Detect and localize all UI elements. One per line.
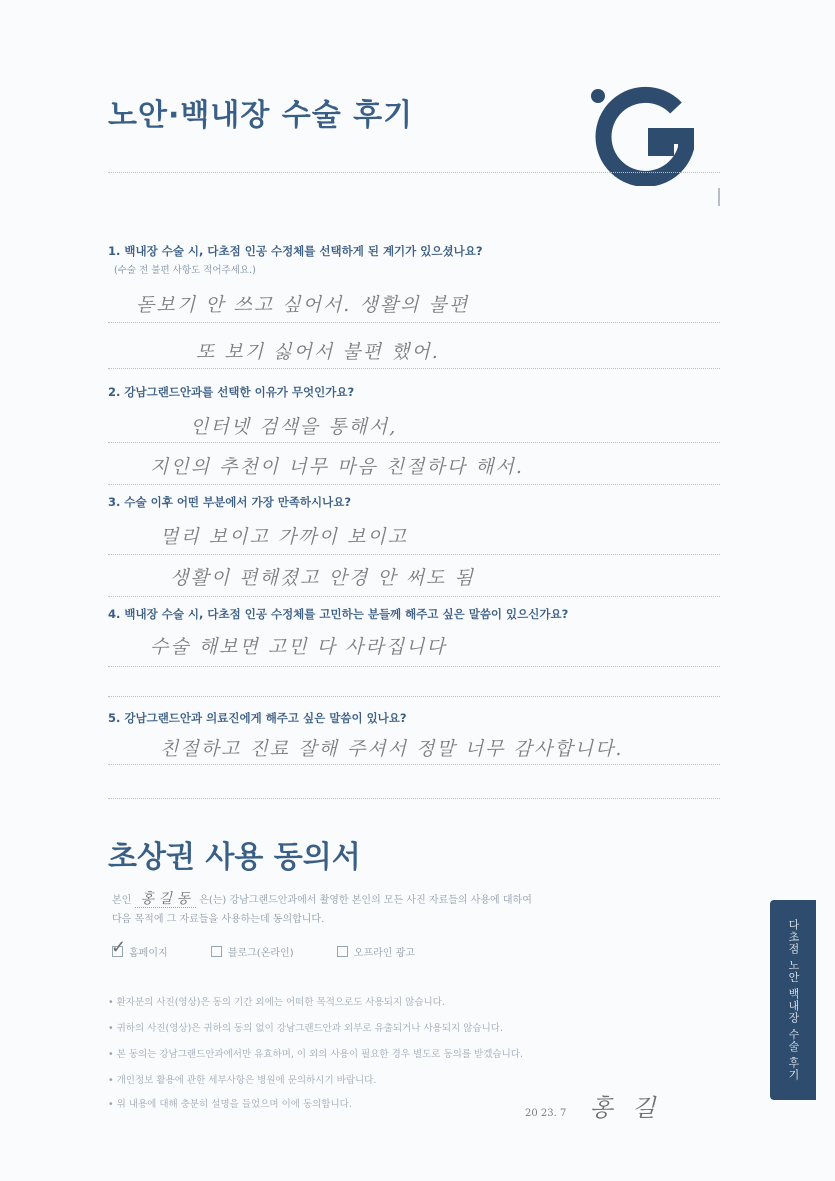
question-2: 2. 강남그랜드안과를 선택한 이유가 무엇인가요?	[108, 385, 355, 399]
answer-1-line-2: 또 보기 싫어서 불편 했어.	[196, 341, 440, 363]
checkbox-homepage[interactable]	[111, 937, 127, 958]
answer-rule	[108, 696, 720, 697]
page-title: 노안·백내장 수술 후기	[108, 98, 414, 133]
answer-rule	[108, 484, 720, 485]
option-label: 홈페이지	[129, 948, 168, 959]
answer-2-line-1: 인터넷 검색을 통해서,	[190, 416, 398, 438]
check-mark-icon: ✓	[111, 937, 127, 958]
answer-3-line-1: 멀리 보이고 가까이 보이고	[160, 526, 409, 548]
answer-4-line-1: 수술 해보면 고민 다 사라집니다	[150, 636, 447, 658]
option-label: 오프라인 광고	[353, 948, 415, 959]
signature-area	[525, 1088, 661, 1123]
option-label: 블로그(온라인)	[227, 948, 294, 959]
signature-date: 20 23. 7	[525, 1108, 567, 1119]
answer-rule	[108, 596, 720, 597]
answer-rule	[108, 554, 720, 555]
answer-2-line-2: 지인의 추천이 너무 마음 친절하다 해서.	[150, 456, 524, 478]
question-1-note: (수술 전 불편 사항도 적어주세요.)	[114, 265, 256, 276]
answer-rule	[108, 764, 720, 765]
answer-3-line-2: 생활이 편해졌고 안경 안 써도 됨	[170, 567, 475, 589]
title-divider	[108, 172, 720, 173]
answer-rule	[108, 798, 720, 799]
answer-1-line-1: 돋보기 안 쓰고 싶어서. 생활의 불편	[136, 294, 470, 316]
consent-name-field[interactable]: 홍 길 동	[135, 891, 196, 908]
option-blog[interactable]	[211, 944, 294, 959]
answer-rule	[108, 322, 720, 323]
consent-suffix: 은(는) 강남그랜드안과에서 촬영한 본인의 모든 사진 자료들의 사용에 대하여	[199, 895, 532, 906]
answer-5-line-1: 친절하고 진료 잘해 주셔서 정말 너무 감사합니다.	[160, 738, 624, 760]
consent-bullet-5: • 위 내용에 대해 충분히 설명을 들었으며 이에 동의합니다.	[108, 1099, 352, 1110]
question-3: 3. 수술 이후 어떤 부분에서 가장 만족하시나요?	[108, 495, 352, 509]
option-homepage[interactable]	[111, 937, 168, 959]
question-1: 1. 백내장 수술 시, 다초점 인공 수정체를 선택하게 된 계기가 있으셨나요?	[108, 244, 483, 258]
checkbox-blog[interactable]	[211, 946, 222, 957]
checkbox-offline[interactable]	[337, 946, 348, 957]
consent-options	[111, 937, 455, 959]
side-tab	[770, 900, 816, 1100]
answer-rule	[108, 666, 720, 667]
consent-bullet-2: • 귀하의 사진(영상)은 귀하의 동의 없이 강남그랜드안과 외부로 유출되거나 사용되지 않습니다.	[108, 1023, 503, 1034]
option-offline[interactable]	[337, 944, 415, 959]
answer-rule	[108, 368, 720, 369]
consent-statement-line-2: 다음 목적에 그 자료들을 사용하는데 동의합니다.	[112, 914, 325, 925]
consent-bullet-4: • 개인정보 활용에 관한 세부사항은 병원에 문의하시기 바랍니다.	[108, 1075, 377, 1086]
consent-bullet-3: • 본 동의는 강남그랜드안과에서만 유효하며, 이 외의 사용이 필요한 경우 별도로 동의를 받겠습니다.	[108, 1049, 523, 1060]
side-tab-label: 다초점 노안 백내장 수술 후기	[787, 919, 800, 1081]
question-5: 5. 강남그랜드안과 의료진에게 해주고 싶은 말씀이 있나요?	[108, 711, 407, 725]
question-4: 4. 백내장 수술 시, 다초점 인공 수정체를 고민하는 분들께 해주고 싶은 말씀이 있으신가요?	[108, 607, 569, 621]
consent-bullet-1: • 환자분의 사진(영상)은 동의 기간 외에는 어떠한 목적으로도 사용되지 않습니다.	[108, 997, 445, 1008]
margin-tick	[718, 188, 720, 206]
consent-statement-line-1	[112, 888, 532, 908]
clinic-logo-icon	[588, 86, 708, 186]
answer-rule	[108, 442, 720, 443]
signature-name[interactable]: 홍 길	[589, 1094, 662, 1122]
consent-prefix: 본인	[112, 895, 132, 906]
consent-title: 초상권 사용 동의서	[108, 840, 361, 875]
